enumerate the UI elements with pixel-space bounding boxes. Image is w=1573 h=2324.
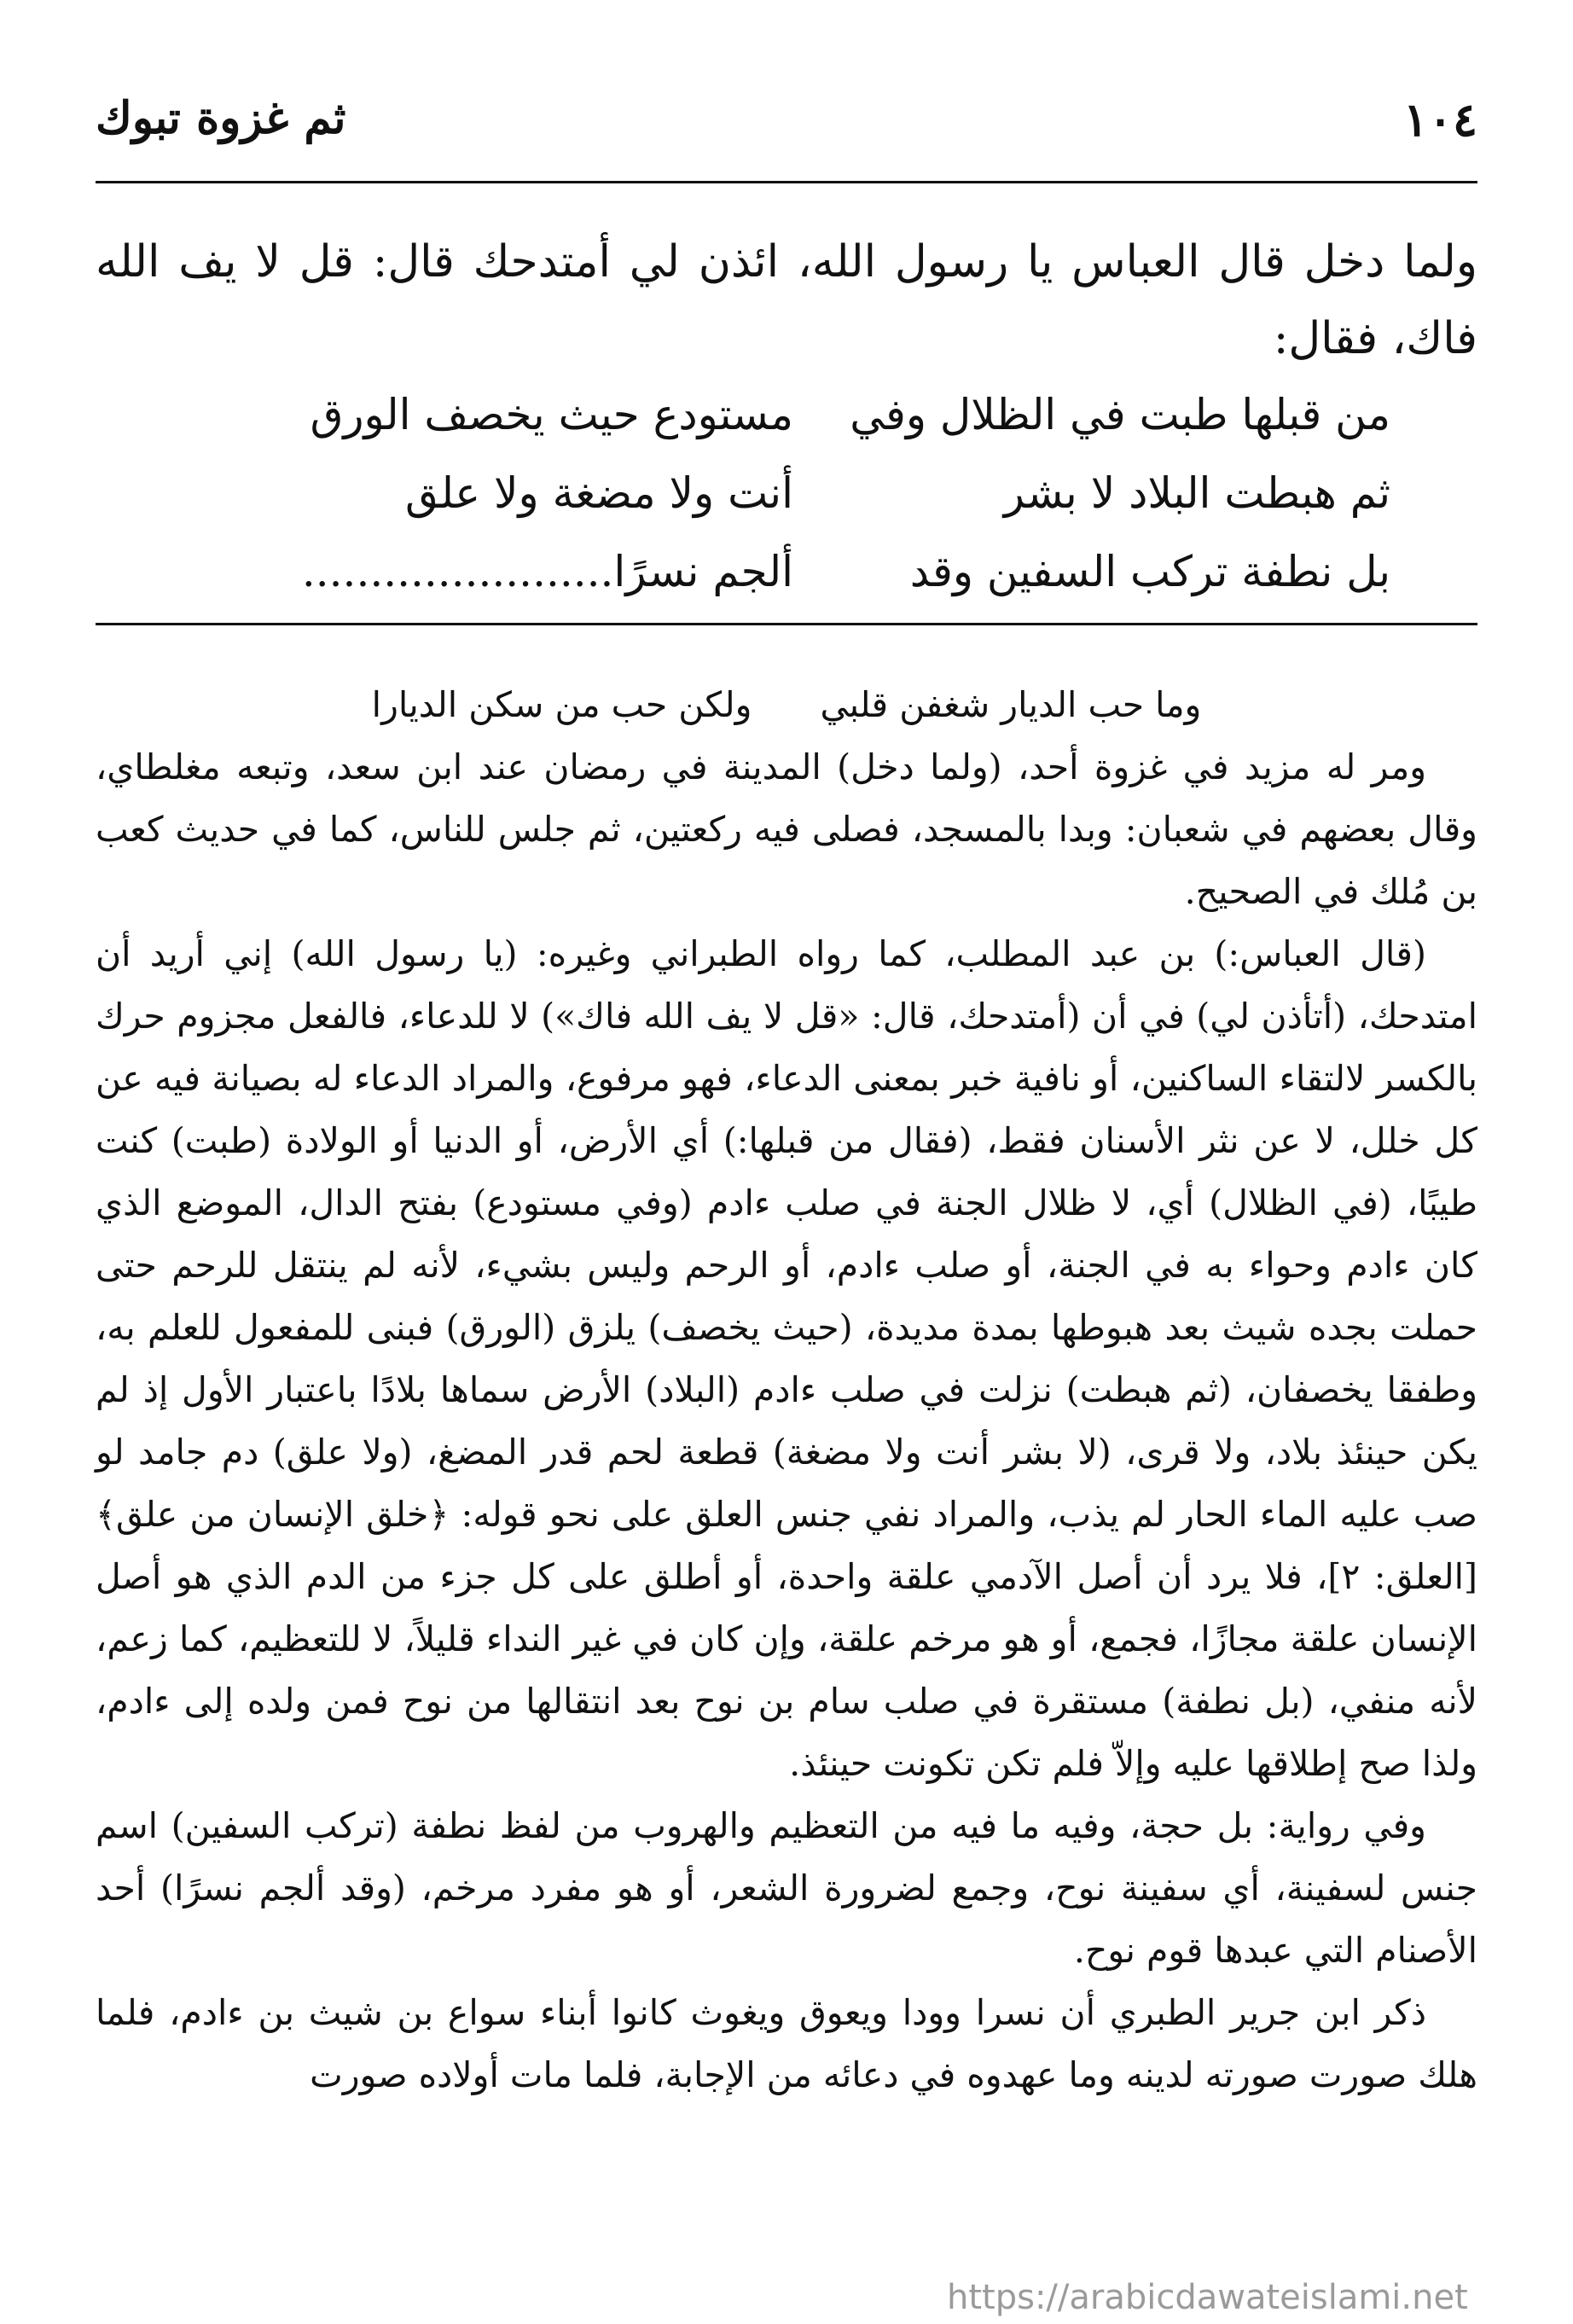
hadith-text: ولما دخل قال العباس يا رسول الله، ائذن لي أمتدحك قال: قل لا يف الله فاك، فقال: [96, 236, 1477, 364]
page-number: ١٠٤ [1402, 92, 1477, 147]
hadith-text-block [96, 224, 1477, 377]
verse-second-hemistich: مستودع حيث يخصف الورق [310, 390, 793, 439]
verse-second-hemistich: أنت ولا مضغة ولا علق [405, 468, 793, 518]
commentary-paragraph: وفي رواية: بل حجة، وفيه ما فيه من التعظيم والهروب من لفظ نطفة (تركب السفين) اسم جنس لسفينة، أي سفينة نوح، وجمع لضرورة الشعر، أو هو مفرد مرخم، (وقد ألجم نسرًا) أحد الأصنام التي عبدها قوم نوح. [96, 1805, 1477, 1971]
poem-line [96, 674, 1477, 736]
running-title: ثم غزوة تبوك [96, 92, 346, 144]
verse-second-hemistich: ألجم نسرًا....................... [301, 547, 793, 596]
commentary-paragraph: (قال العباس:) بن عبد المطلب، كما رواه الطبراني وغيره: (يا رسول الله) إني أريد أن امتدحك، (أتأذن لي) في أن (أمتدحك، قال: «قل لا يف الله فاك») لا للدعاء، فالفعل مجزوم حرك بالكسر لالتقاء الساكنين، أو نافية خبر بمعنى الدعاء، فهو مرفوع، والمراد الدعاء له بصيانة فيه عن كل خلل، لا عن نثر الأسنان فقط، (فقال من قبلها:) أي الأرض، أو الدنيا أو الولادة (طبت) كنت طيبًا، (في الظلال) أي، لا ظلال الجنة في صلب ءادم (وفي مستودع) بفتح الدال، الموضع الذي كان ءادم وحواء به في الجنة، أو صلب ءادم، أو الرحم وليس بشيء، لأنه لم ينتقل للرحم حتى حملت بجده شيث بعد هبوطها بمدة مديدة، (حيث يخصف) يلزق (الورق) فبنى للمفعول للعلم به، وطفقا يخصفان، (ثم هبطت) نزلت في صلب ءادم (البلاد) الأرض سماها بلادًا باعتبار الأول إذ لم يكن حينئذ بلاد، ولا قرى، (لا بشر أنت ولا مضغة) قطعة لحم قدر المضغ، (ولا علق) دم جامد لو صب عليه الماء الحار لم يذب، والمراد نفي جنس العلق على نحو قوله: ﴿خلق الإنسان من علق﴾ [العلق: ٢]، فلا يرد أن أصل الآدمي علقة واحدة، أو أطلق على كل جزء من الدم الذي هو أصل الإنسان علقة مجازًا، فجمع، أو هو مرخم علقة، وإن كان في غير النداء قليلاً، لا للتعظيم، كما زعم، لأنه منفي، (بل نطفة) مستقرة في صلب سام بن نوح بعد انتقالها من نوح فمن ولده إلى ءادم، ولذا صح إطلاقها عليه وإلاّ فلم تكن تكونت حينئذ. [96, 933, 1478, 1784]
verse-line [196, 454, 1390, 532]
verse-line [196, 375, 1390, 454]
header-rule [96, 181, 1477, 183]
commentary-paragraph: ومر له مزيد في غزوة أحد، (ولما دخل) المدينة في رمضان عند ابن سعد، وتبعه مغلطاي، وقال بعضهم في شعبان: وبدا بالمسجد، فصلى فيه ركعتين، ثم جلس للناس، كما في حديث كعب بن مُلك في الصحيح. [96, 747, 1477, 912]
hadith-verses [196, 375, 1390, 611]
commentary-section [96, 674, 1477, 2106]
verse-first-hemistich: من قبلها طبت في الظلال وفي [850, 390, 1390, 439]
verse-first-hemistich: ثم هبطت البلاد لا بشر [1003, 468, 1390, 518]
commentary-paragraph: ذكر ابن جرير الطبري أن نسرا وودا ويعوق ويغوث كانوا أبناء سواع بن شيث بن ءادم، فلما هلك صورت صورته لدينه وما عهدوه في دعائه من الإجابة، فلما مات أولاده صورت [96, 1992, 1477, 2095]
verse-first-hemistich: بل نطفة تركب السفين وقد [909, 547, 1390, 596]
source-url-watermark: https://arabicdawateislami.net [947, 2278, 1468, 2317]
page-header [96, 92, 1477, 160]
verse-line [196, 532, 1390, 611]
section-divider [96, 623, 1477, 625]
poem-second-hemistich: ولكن حب من سكن الديارا [371, 684, 752, 725]
poem-first-hemistich: وما حب الديار شغفن قلبي [820, 684, 1202, 725]
